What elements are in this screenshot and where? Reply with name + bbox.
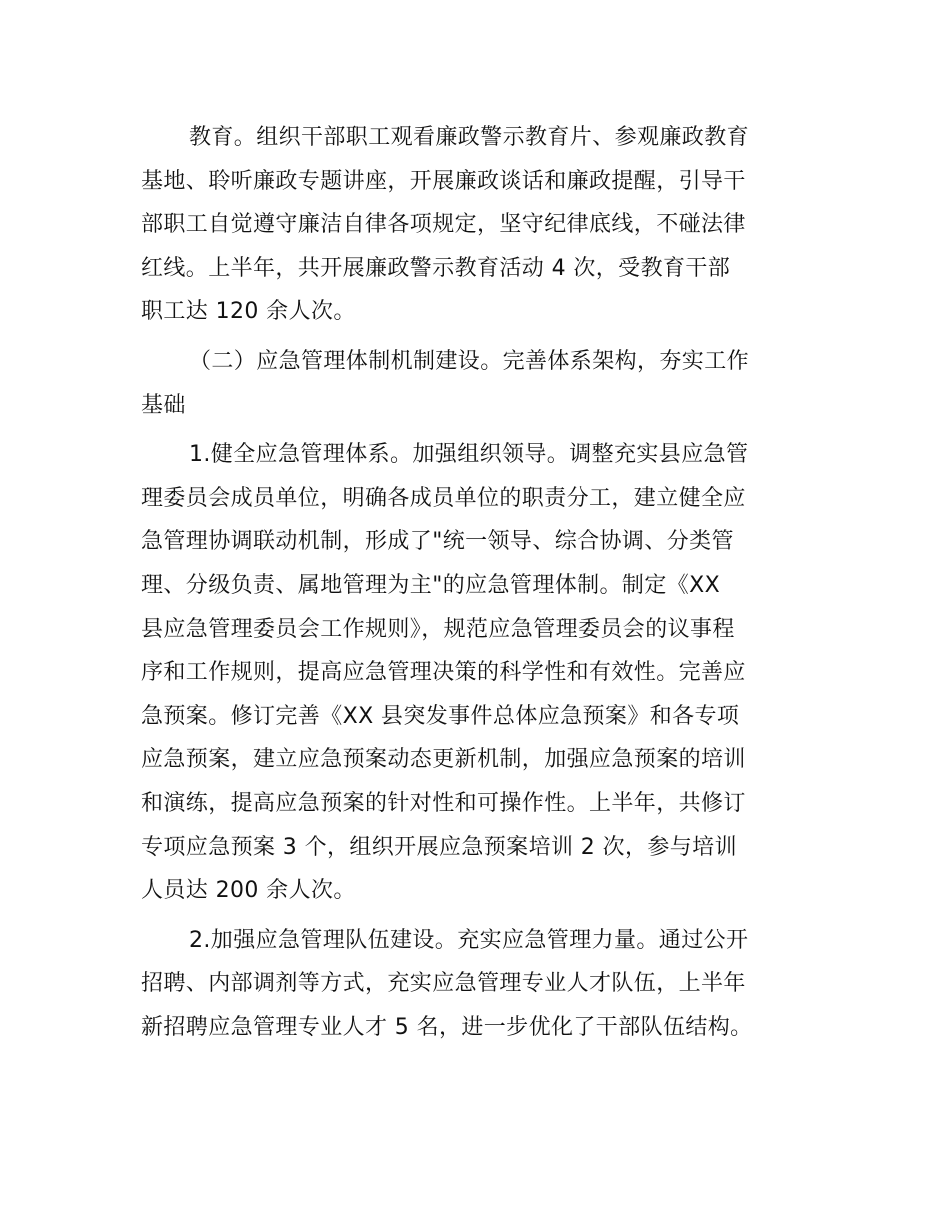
text-line: 急管理协调联动机制，形成了"统一领导、综合协调、分类管 xyxy=(141,529,734,555)
paragraph-1 xyxy=(141,433,817,913)
text-line: 理、分级负责、属地管理为主"的应急管理体制。制定《XX xyxy=(141,572,721,598)
heading-line: （二）应急管理体制机制建设。完善体系架构，夯实工作 xyxy=(189,348,750,374)
text-line: 招聘、内部调剂等方式，充实应急管理专业人才队伍，上半年 xyxy=(141,971,746,997)
text-line: 序和工作规则，提高应急管理决策的科学性和有效性。完善应 xyxy=(141,660,746,686)
text-line: 急预案。修订完善《XX 县突发事件总体应急预案》和各专项 xyxy=(141,703,740,729)
text-line: 理委员会成员单位，明确各成员单位的职责分工，建立健全应 xyxy=(141,485,746,511)
text-line: 基地、聆听廉政专题讲座，开展廉政谈话和廉政提醒，引导干 xyxy=(141,168,746,194)
text-line: 红线。上半年，共开展廉政警示教育活动 4 次，受教育干部 xyxy=(141,255,731,281)
text-line: 2.加强应急管理队伍建设。充实应急管理力量。通过公开 xyxy=(189,927,749,953)
text-line: 县应急管理委员会工作规则》，规范应急管理委员会的议事程 xyxy=(141,616,735,642)
paragraph-education-cont xyxy=(141,116,817,334)
text-line: 新招聘应急管理专业人才 5 名，进一步优化了干部队伍结构。 xyxy=(141,1014,753,1040)
section-heading-2 xyxy=(141,340,817,427)
text-line: 应急预案，建立应急预案动态更新机制，加强应急预案的培训 xyxy=(141,747,746,773)
text-line: 部职工自觉遵守廉洁自律各项规定，坚守纪律底线，不碰法律 xyxy=(141,212,746,238)
text-line: 人员达 200 余人次。 xyxy=(141,878,356,904)
text-line: 和演练，提高应急预案的针对性和可操作性。上半年，共修订 xyxy=(141,790,746,816)
paragraph-2 xyxy=(141,919,817,1050)
document-body xyxy=(141,116,817,1049)
text-line: 1.健全应急管理体系。加强组织领导。调整充实县应急管 xyxy=(189,442,749,468)
text-line: 专项应急预案 3 个，组织开展应急预案培训 2 次，参与培训 xyxy=(141,834,737,860)
text-line: 教育。组织干部职工观看廉政警示教育片、参观廉政教育 xyxy=(189,125,750,150)
heading-line: 基础 xyxy=(141,392,186,418)
text-line: 职工达 120 余人次。 xyxy=(141,299,356,325)
